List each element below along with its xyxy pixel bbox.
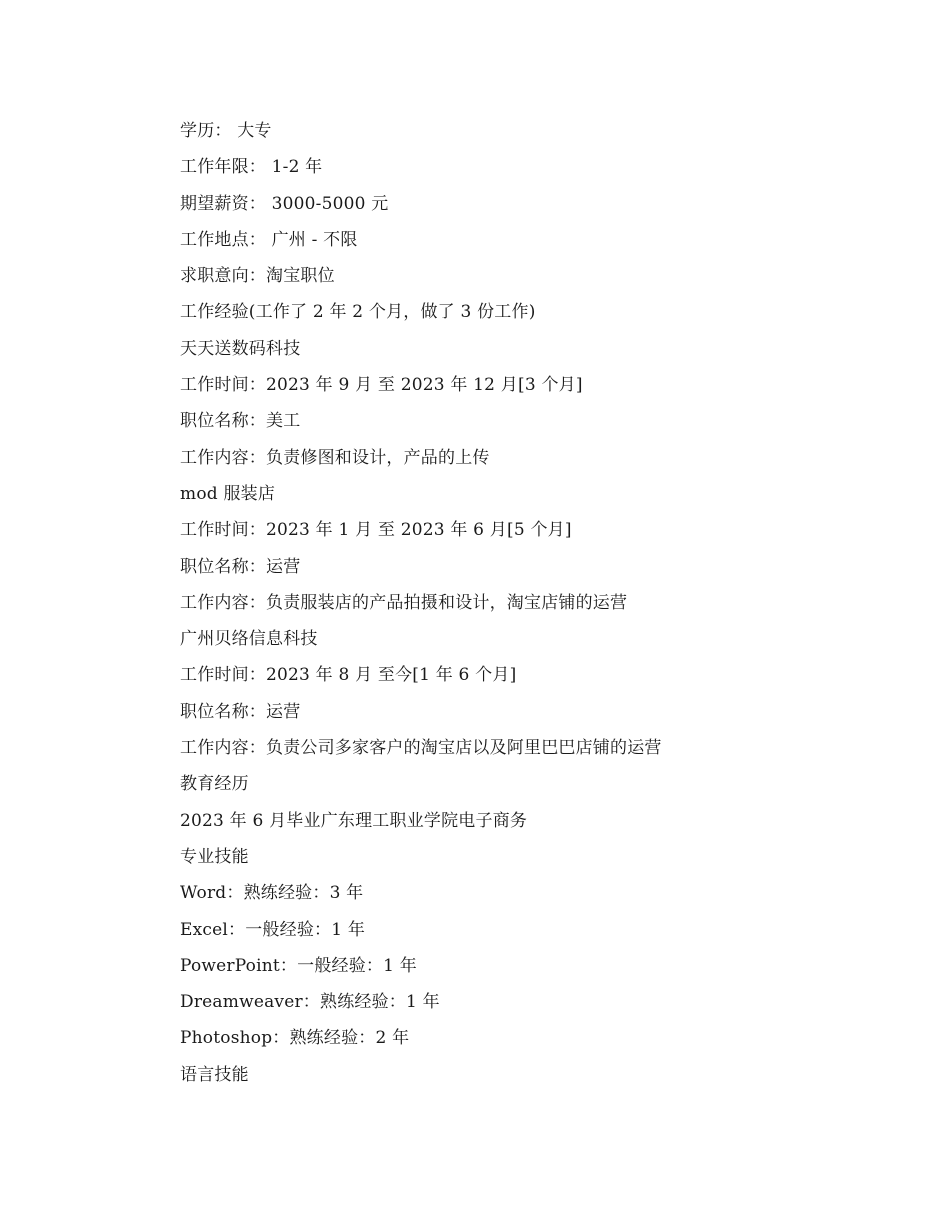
expected-salary-line: 期望薪资： 3000-5000 元 — [180, 193, 389, 214]
job-content-2: 工作内容：负责服装店的产品拍摄和设计，淘宝店铺的运营 — [180, 592, 628, 613]
job-title-2: 职位名称：运营 — [180, 556, 301, 577]
resume-body — [180, 116, 880, 1096]
work-period-2: 工作时间：2023 年 1 月 至 2023 年 6 月[5 个月] — [180, 520, 572, 541]
skill-dreamweaver: Dreamweaver：熟练经验：1 年 — [180, 992, 440, 1013]
skills-heading: 专业技能 — [180, 846, 249, 867]
job-content-3: 工作内容：负责公司多家客户的淘宝店以及阿里巴巴店铺的运营 — [180, 738, 662, 759]
job-title-1: 职位名称：美工 — [180, 411, 301, 432]
education-entry: 2023 年 6 月毕业广东理工职业学院电子商务 — [180, 810, 528, 831]
skill-excel: Excel：一般经验：1 年 — [180, 919, 366, 940]
job-intention-line: 求职意向：淘宝职位 — [180, 266, 335, 287]
language-skills-heading: 语言技能 — [180, 1064, 249, 1085]
work-period-3: 工作时间：2023 年 8 月 至今[1 年 6 个月] — [180, 665, 517, 686]
company-name-1: 天天送数码科技 — [180, 338, 301, 359]
education-level-line: 学历： 大专 — [180, 121, 272, 141]
work-years-line: 工作年限： 1-2 年 — [180, 157, 323, 178]
skill-word: Word：熟练经验：3 年 — [180, 883, 364, 904]
work-location-line: 工作地点： 广州 - 不限 — [180, 229, 358, 250]
work-experience-heading: 工作经验(工作了 2 年 2 个月，做了 3 份工作) — [180, 302, 536, 323]
job-title-3: 职位名称：运营 — [180, 701, 301, 722]
education-heading: 教育经历 — [180, 774, 249, 795]
job-content-1: 工作内容：负责修图和设计，产品的上传 — [180, 447, 490, 468]
company-name-2: mod 服装店 — [180, 483, 276, 504]
work-period-1: 工作时间：2023 年 9 月 至 2023 年 12 月[3 个月] — [180, 375, 583, 396]
skill-powerpoint: PowerPoint：一般经验：1 年 — [180, 955, 417, 976]
company-name-3: 广州贝络信息科技 — [180, 629, 318, 650]
skill-photoshop: Photoshop：熟练经验：2 年 — [180, 1028, 410, 1049]
